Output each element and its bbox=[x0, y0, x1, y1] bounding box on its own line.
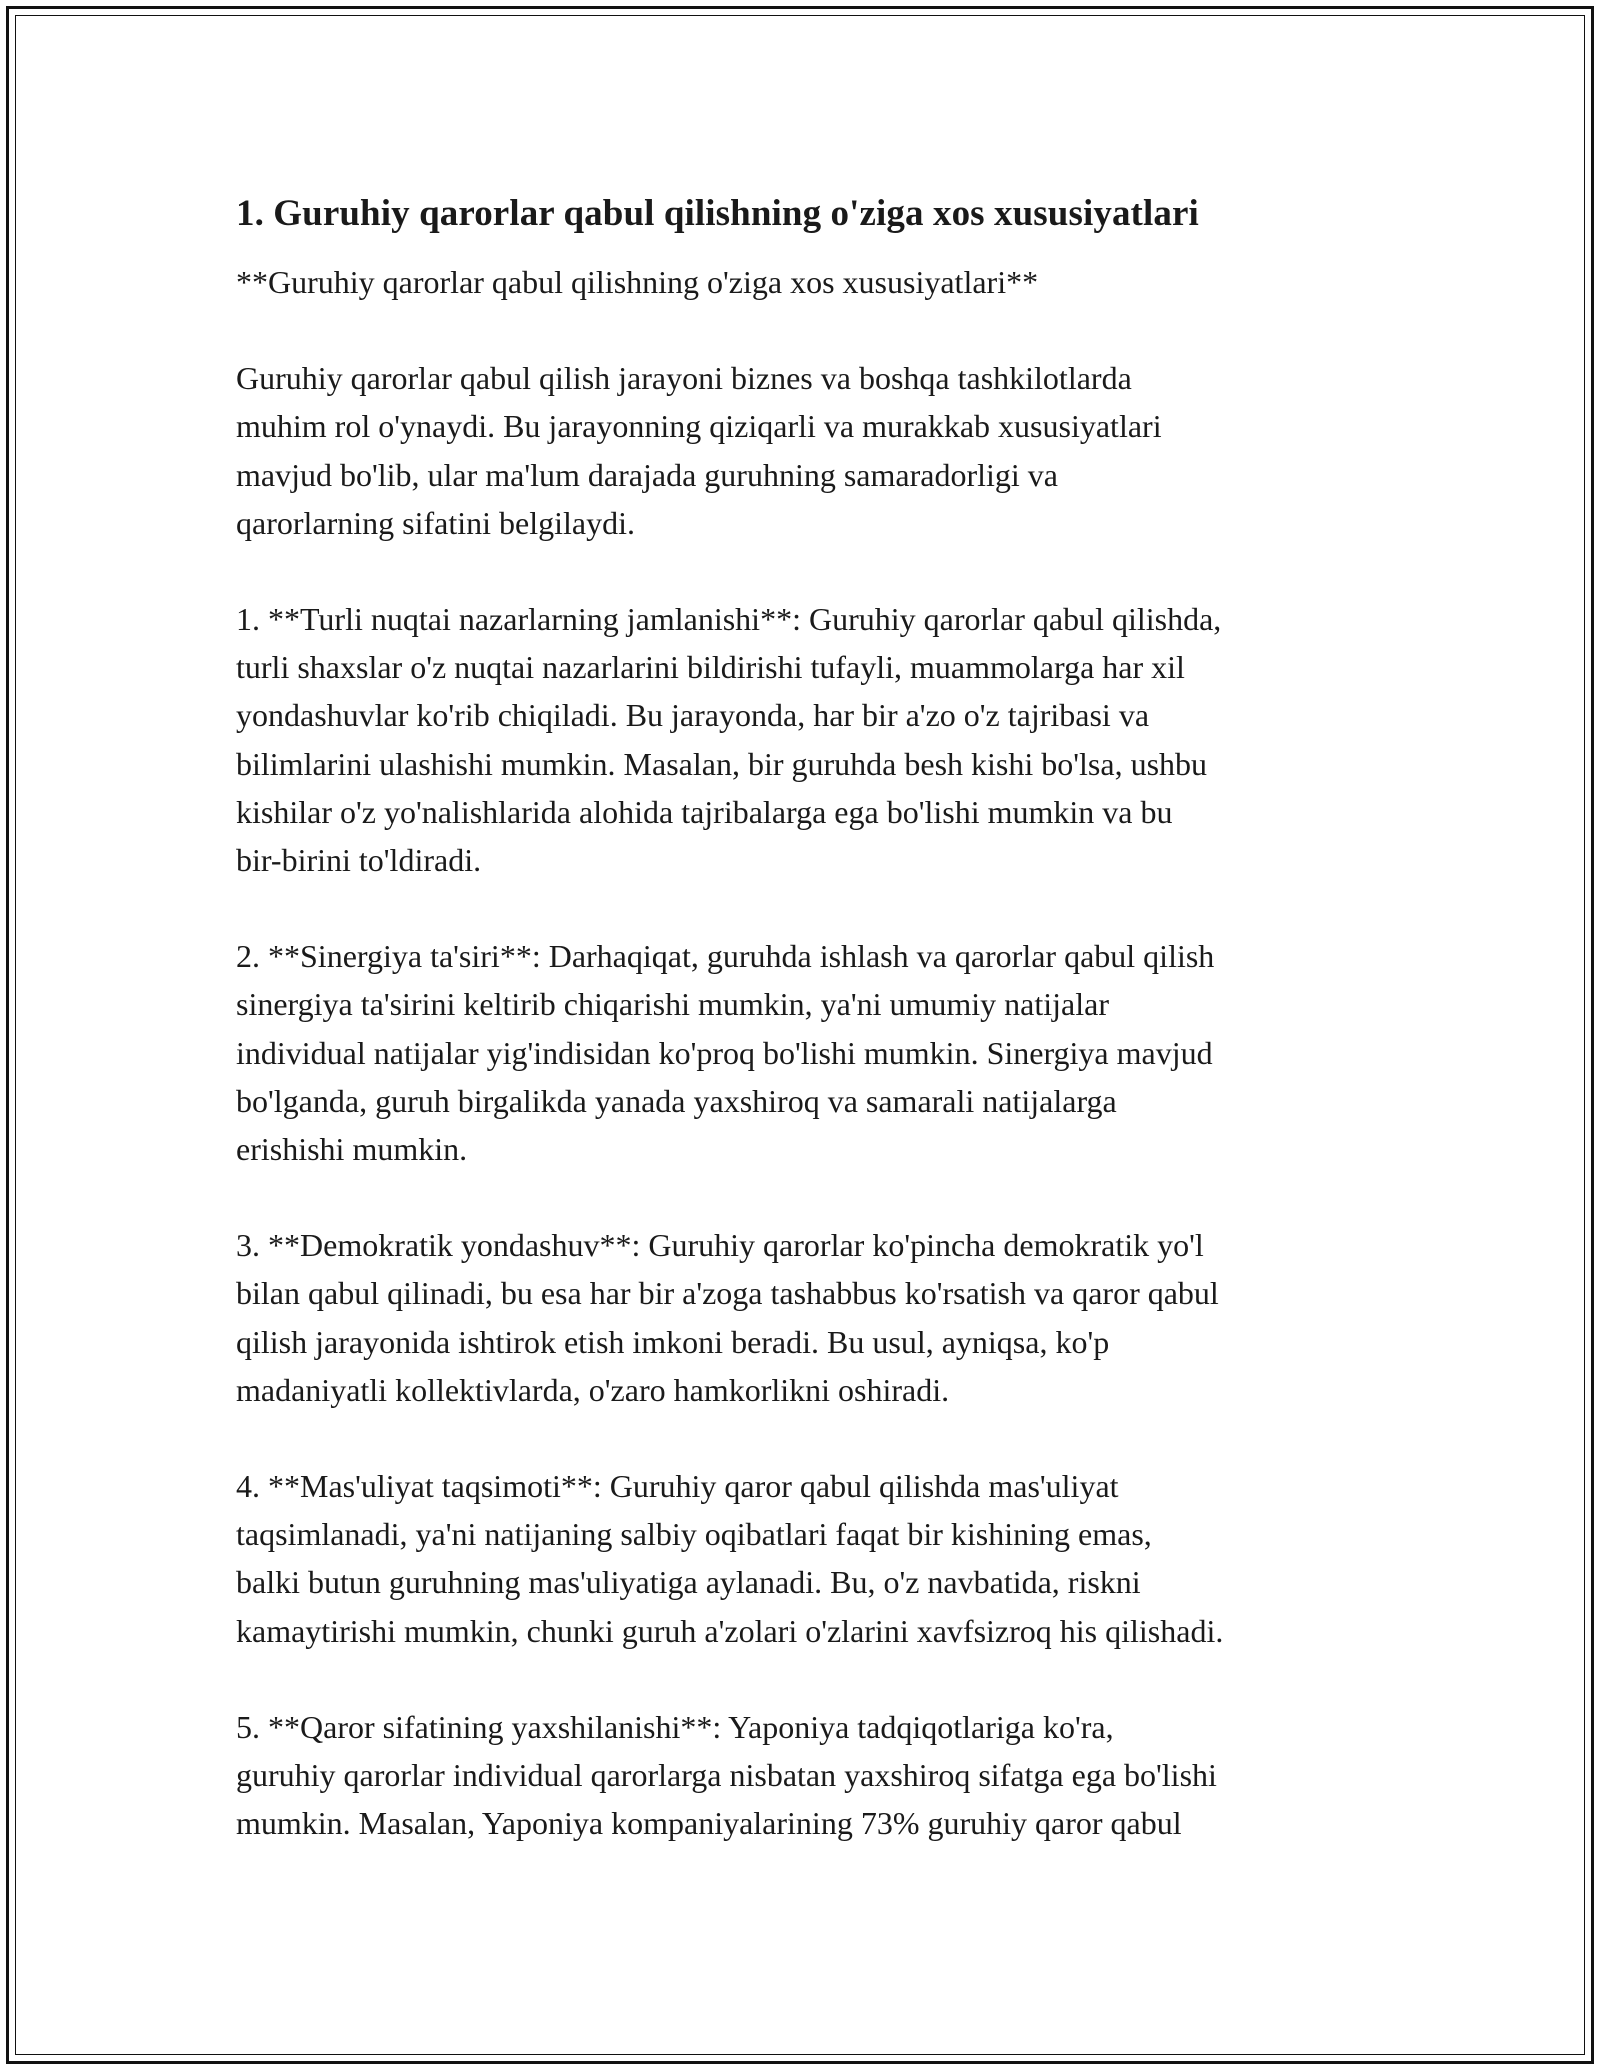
text-line: 4. **Mas'uliyat taqsimoti**: Guruhiy qaror qabul qilishda mas'uliyat bbox=[236, 1468, 1119, 1505]
document-body bbox=[236, 190, 1386, 1895]
paragraph bbox=[236, 1462, 1386, 1655]
text-line: 3. **Demokratik yondashuv**: Guruhiy qarorlar ko'pincha demokratik yo'l bbox=[236, 1227, 1204, 1264]
text-line: madaniyatli kollektivlarda, o'zaro hamkorlikni oshiradi. bbox=[236, 1371, 950, 1408]
paragraph bbox=[236, 354, 1386, 547]
text-line: taqsimlanadi, ya'ni natijaning salbiy oqibatlari faqat bir kishining emas, bbox=[236, 1516, 1152, 1553]
text-line: 1. **Turli nuqtai nazarlarning jamlanishi**: Guruhiy qarorlar qabul qilishda, bbox=[236, 601, 1222, 638]
document-subtitle: **Guruhiy qarorlar qabul qilishning o'ziga xos xususiyatlari** bbox=[236, 264, 1039, 300]
paragraph bbox=[236, 1703, 1386, 1848]
page-title: 1. Guruhiy qarorlar qabul qilishning o'ziga xos xususiyatlari bbox=[236, 193, 1199, 234]
text-line: bilimlarini ulashishi mumkin. Masalan, bir guruhda besh kishi bo'lsa, ushbu bbox=[236, 745, 1208, 782]
text-line: erishishi mumkin. bbox=[236, 1131, 468, 1168]
paragraph bbox=[236, 932, 1386, 1173]
text-line: turli shaxslar o'z nuqtai nazarlarini bildirishi tufayli, muammolarga har xil bbox=[236, 649, 1185, 686]
text-line: bilan qabul qilinadi, bu esa har bir a'zoga tashabbus ko'rsatish va qaror qabul bbox=[236, 1275, 1219, 1312]
text-line: mumkin. Masalan, Yaponiya kompaniyalarining 73% guruhiy qaror qabul bbox=[236, 1805, 1182, 1842]
text-line: guruhiy qarorlar individual qarorlarga nisbatan yaxshiroq sifatga ega bo'lishi bbox=[236, 1757, 1217, 1794]
text-line: muhim rol o'ynaydi. Bu jarayonning qiziqarli va murakkab xususiyatlari bbox=[236, 408, 1162, 445]
text-line: Guruhiy qarorlar qabul qilish jarayoni biznes va boshqa tashkilotlarda bbox=[236, 360, 1132, 397]
text-line: 5. **Qaror sifatining yaxshilanishi**: Yaponiya tadqiqotlariga ko'ra, bbox=[236, 1708, 1114, 1745]
text-line: yondashuvlar ko'rib chiqiladi. Bu jarayonda, har bir a'zo o'z tajribasi va bbox=[236, 697, 1150, 734]
text-line: kamaytirishi mumkin, chunki guruh a'zolari o'zlarini xavfsizroq his qilishadi. bbox=[236, 1612, 1224, 1649]
text-line: sinergiya ta'sirini keltirib chiqarishi mumkin, ya'ni umumiy natijalar bbox=[236, 986, 1109, 1023]
text-line: balki butun guruhning mas'uliyatiga aylanadi. Bu, o'z navbatida, riskni bbox=[236, 1564, 1141, 1601]
text-line: 2. **Sinergiya ta'siri**: Darhaqiqat, guruhda ishlash va qarorlar qabul qilish bbox=[236, 938, 1215, 975]
text-line: kishilar o'z yo'nalishlarida alohida tajribalarga ega bo'lishi mumkin va bu bbox=[236, 793, 1173, 830]
text-line: bir-birini to'ldiradi. bbox=[236, 842, 482, 879]
text-line: individual natijalar yig'indisidan ko'proq bo'lishi mumkin. Sinergiya mavjud bbox=[236, 1034, 1213, 1071]
paragraph bbox=[236, 1221, 1386, 1414]
paragraph bbox=[236, 595, 1386, 884]
text-line: qarorlarning sifatini belgilaydi. bbox=[236, 504, 635, 541]
paragraph-list bbox=[236, 354, 1386, 1847]
text-line: qilish jarayonida ishtirok etish imkoni beradi. Bu usul, ayniqsa, ko'p bbox=[236, 1323, 1110, 1360]
text-line: mavjud bo'lib, ular ma'lum darajada guruhning samaradorligi va bbox=[236, 456, 1058, 493]
text-line: bo'lganda, guruh birgalikda yanada yaxshiroq va samarali natijalarga bbox=[236, 1082, 1117, 1119]
